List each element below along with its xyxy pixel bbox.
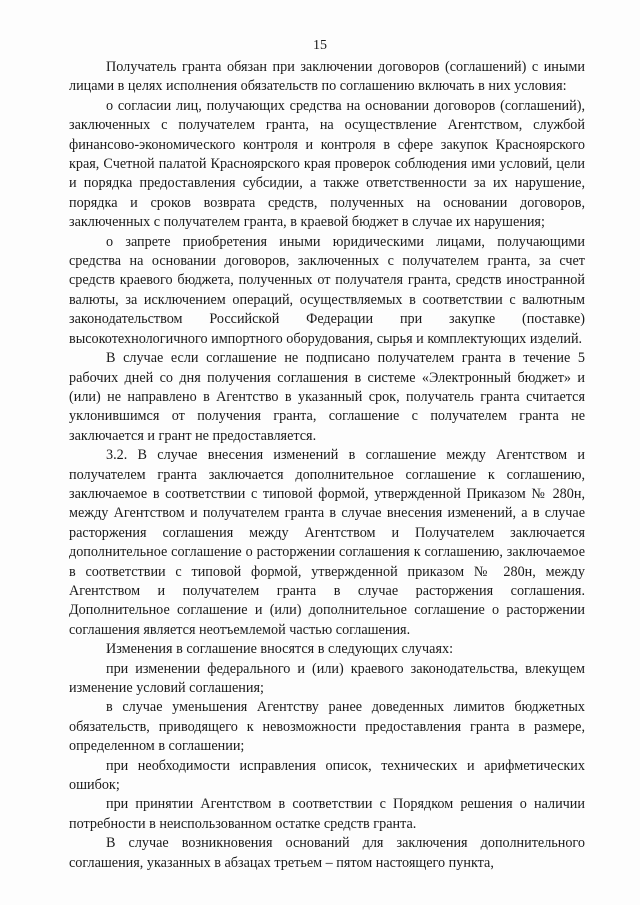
paragraph-grantee-obligation: Получатель гранта обязан при заключении договоров (соглашений) с иными лицами в целях исполнения обязательств по соглашению включать в них условия:	[69, 59, 585, 95]
paragraph-currency-prohibition: о запрете приобретения иными юридическими лицами, получающими средства на основании договоров, заключенных с получателем гранта, за счет средств краевого бюджета, полученных от получателя гранта, средств иностранной валюты, за исключением операций, осуществляемых в соответствии с валютным законодательством Российской Федерации при закупке (поставке) высокотехнологичного импортного оборудования, сырья и комплектующих изделий.	[69, 233, 585, 347]
paragraph-section-3-2: 3.2. В случае внесения изменений в соглашение между Агентством и получателем гранта заключается дополнительное соглашение к соглашению, заключаемое в соответствии с типовой формой, утвержденной Приказом № 280н, между Агентством и получателем гранта в случае внесения изменений, а в случае расторжения соглашения между Агентством и Получателем заключается дополнительное соглашение о расторжении соглашения к соглашению, заключаемое в соответствии с типовой формой, утвержденной приказом № 280н, между Агентством и получателем гранта в случае расторжения соглашения. Дополнительное соглашение и (или) дополнительное соглашение о расторжении соглашения является неотъемлемой частью соглашения.	[69, 447, 585, 638]
paragraph-case-typos: при необходимости исправления описок, технических и арифметических ошибок;	[69, 757, 585, 794]
paragraph-unsigned-agreement: В случае если соглашение не подписано получателем гранта в течение 5 рабочих дней со дня получения соглашения в системе «Электронный бюджет» и (или) не направлено в Агентство в указанный срок, получатель гранта считается уклонившимся от получения гранта, соглашение с получателем гранта не заключается и грант не предоставляется.	[69, 350, 585, 444]
paragraph-consent-condition: о согласии лиц, получающих средства на основании договоров (соглашений), заключенных с получателем гранта, на осуществление Агентством, службой финансово-экономического контроля и контроля в сфере закупок Красноярского края, Счетной палатой Красноярского края проверок соблюдения ими условий, цели и порядка предоставления субсидии, а также ответственности за их нарушение, порядка и сроков возврата средств, полученных на основании договоров, заключенных с получателем гранта, в краевой бюджет в случае их нарушения;	[69, 97, 585, 231]
page-number: 15	[313, 38, 327, 53]
paragraph-amendment-cases: Изменения в соглашение вносятся в следующих случаях:	[106, 641, 454, 658]
document-body	[69, 58, 585, 873]
paragraph-case-limits: в случае уменьшения Агентству ранее доведенных лимитов бюджетных обязательств, приводящего к невозможности предоставления гранта в размере, определенном в соглашении;	[69, 699, 585, 755]
paragraph-grounds: В случае возникновения оснований для заключения дополнительного соглашения, указанных в абзацах третьем – пятом настоящего пункта,	[69, 835, 585, 871]
paragraph-case-legislation: при изменении федерального и (или) краевого законодательства, влекущем изменение условий соглашения;	[69, 660, 585, 696]
paragraph-case-remainder: при принятии Агентством в соответствии с Порядком решения о наличии потребности в неиспользованном остатке средств гранта.	[69, 796, 585, 832]
